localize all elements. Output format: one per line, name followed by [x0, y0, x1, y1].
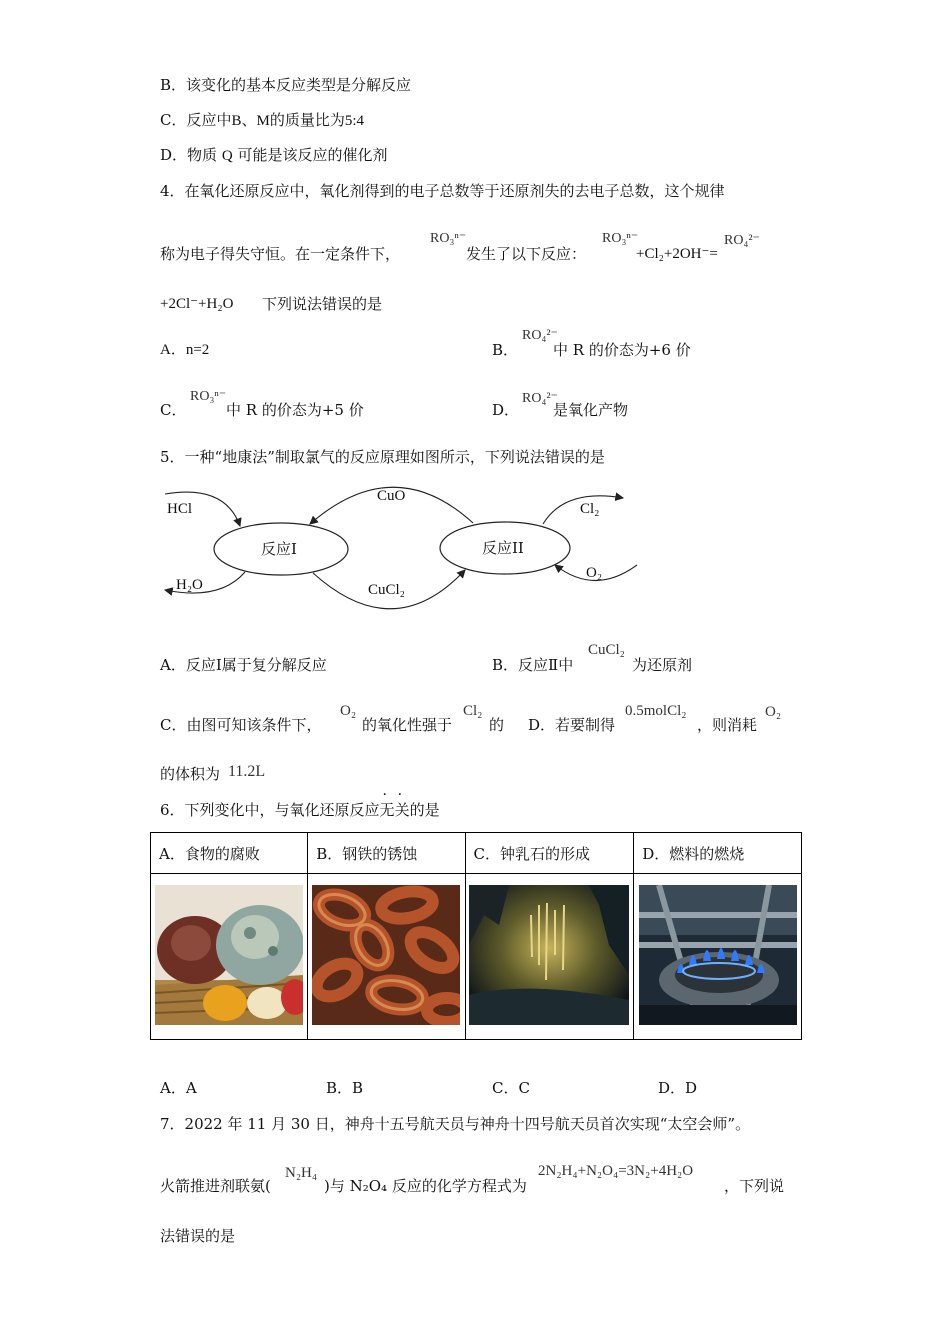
q5-option-b-formula: CuCl₂	[588, 642, 625, 658]
q4-option-d-formula: RO₄²⁻	[522, 391, 558, 406]
q7-stem-line3: 法错误的是	[160, 1227, 236, 1245]
q3-c-letters: B、M	[231, 113, 270, 129]
diagram-reaction-2-label: 反应II	[482, 539, 524, 557]
q5-stem: 5．一种“地康法”制取氯气的反应原理如图所示，下列说法错误的是	[160, 448, 605, 466]
diagram-hcl-label: HCl	[167, 501, 193, 517]
q6-image-cell-a	[151, 874, 308, 1040]
q5-option-d-mid: ，则消耗	[697, 716, 758, 734]
gas-stove-flame-image	[639, 885, 797, 1025]
q4-stem-line1: 4．在氧化还原反应中，氧化剂得到的电子总数等于还原剂失的去电子总数，这个规律	[160, 182, 725, 200]
q6-emphasis-char: 关	[394, 801, 410, 819]
q5-option-d-prefix: D．若要制得	[528, 716, 616, 734]
q7-stem-line1: 7．2022 年 11 月 30 日，神舟十五号航天员与神舟十四号航天员首次实现“太空会师”。	[160, 1115, 751, 1133]
q4-ro3n-formula: RO₃ⁿ⁻	[430, 231, 467, 246]
q4-option-a: A．n=2	[160, 342, 210, 358]
q6-stem-emphasis-1	[380, 801, 410, 819]
q5-option-c-cl2: Cl₂	[463, 703, 483, 719]
q3-option-c	[160, 110, 364, 131]
q3-d-suffix: 可能是该反应的催化剂	[237, 146, 388, 164]
q6-image-cell-c	[465, 874, 634, 1040]
q6-options-table	[150, 832, 802, 1040]
q4-option-d-text: 是氧化产物	[553, 401, 629, 419]
q4-option-c-text: 中 R 的价态为+5 价	[226, 401, 364, 419]
rotten-food-image	[155, 885, 303, 1025]
q4-option-c-formula: RO₃ⁿ⁻	[190, 389, 227, 404]
q3-c-suffix: 的质量比为	[269, 111, 345, 129]
diagram-o2-label: O₂	[586, 565, 603, 581]
diagram-h2o-label: H₂O	[176, 577, 203, 593]
q4-stem-line2-a: 称为电子得失守恒。在一定条件下，	[160, 245, 401, 263]
q6-header-d: D．燃料的燃烧	[634, 833, 802, 874]
q5-option-c-prefix: C．由图可知该条件下，	[160, 716, 322, 734]
q5-option-b-text: 为还原剂	[632, 656, 693, 674]
q3-c-ratio: 5:4	[344, 113, 365, 129]
q3-option-b: B．该变化的基本反应类型是分解反应	[160, 76, 412, 94]
q4-option-b-text: 中 R 的价态为+6 价	[553, 341, 691, 359]
q5-option-d-amount: 0.5molCl₂	[625, 703, 687, 719]
q7-equation: 2N₂H₄+N₂O₄=3N₂+4H₂O	[538, 1163, 694, 1179]
q5-last-line-value: 11.2L	[228, 763, 266, 780]
q7-stem-line2-a: 火箭推进剂联氨(	[160, 1177, 271, 1195]
q6-option-c: C．C	[492, 1079, 530, 1097]
diagram-reaction-1-label: 反应I	[261, 540, 297, 558]
q4-ro4-formula: RO₄²⁻	[724, 233, 760, 248]
q4-ro3n-formula-2: RO₃ⁿ⁻	[602, 231, 639, 246]
q5-option-b-prefix: B．反应Ⅱ中	[492, 656, 574, 674]
q4-stem-line2-c: +Cl₂+2OH⁻=	[636, 246, 718, 262]
q4-option-b-prefix: B．	[492, 341, 519, 359]
q6-header-a: A．食物的腐败	[151, 833, 308, 874]
q6-image-cell-b	[308, 874, 465, 1040]
q3-c-prefix: C．反应中	[160, 111, 232, 129]
q6-emphasis-char: 无	[379, 801, 395, 819]
diagram-cuo-label: CuO	[377, 488, 406, 504]
q4-option-d-prefix: D．	[492, 401, 520, 419]
q6-option-a: A．A	[160, 1079, 197, 1097]
q6-stem-prefix: 6．下列变化中，与氧化还原反应	[160, 801, 380, 819]
q5-option-c-mid: 的氧化性强于	[362, 716, 453, 734]
q6-image-cell-d	[634, 874, 802, 1040]
q6-header-b: B．钢铁的锈蚀	[308, 833, 465, 874]
diagram-cl2-label: Cl₂	[580, 501, 600, 517]
q6-option-b: B．B	[326, 1079, 364, 1097]
q4-option-b-formula: RO₄²⁻	[522, 328, 558, 343]
q3-d-prefix: D．物质	[160, 146, 218, 164]
q7-stem-line2-c: ，下列说	[724, 1177, 785, 1195]
q4-stem-line3-b: 下列说法错误的是	[262, 295, 383, 313]
q6-header-c: C．钟乳石的形成	[465, 833, 634, 874]
rusty-chain-image	[312, 885, 460, 1025]
q6-stem	[160, 800, 440, 820]
q4-option-c-prefix: C．	[160, 401, 187, 419]
q3-option-d	[160, 145, 387, 166]
q5-option-a: A．反应Ⅰ属于复分解反应	[160, 656, 327, 674]
q5-option-c-suffix: 的	[489, 716, 505, 734]
diagram-cucl2-label: CuCl₂	[368, 582, 405, 598]
q6-stem-suffix: 的是	[409, 801, 440, 819]
q6-option-d: D．D	[658, 1079, 698, 1097]
q5-last-line-prefix: 的体积为	[160, 765, 221, 783]
stalactite-cave-image	[469, 885, 629, 1025]
q5-option-d-o2: O₂	[765, 704, 782, 720]
q5-option-c-o2: O₂	[340, 703, 357, 719]
q4-stem-line3-a: +2Cl⁻+H₂O	[160, 296, 234, 312]
q7-n2h4-formula: N₂H₄	[285, 1165, 318, 1181]
q4-stem-line2-b: 发生了以下反应：	[466, 245, 587, 263]
q7-stem-line2-b: )与 N₂O₄ 反应的化学方程式为	[324, 1177, 527, 1195]
q3-d-letter: Q	[221, 148, 233, 164]
